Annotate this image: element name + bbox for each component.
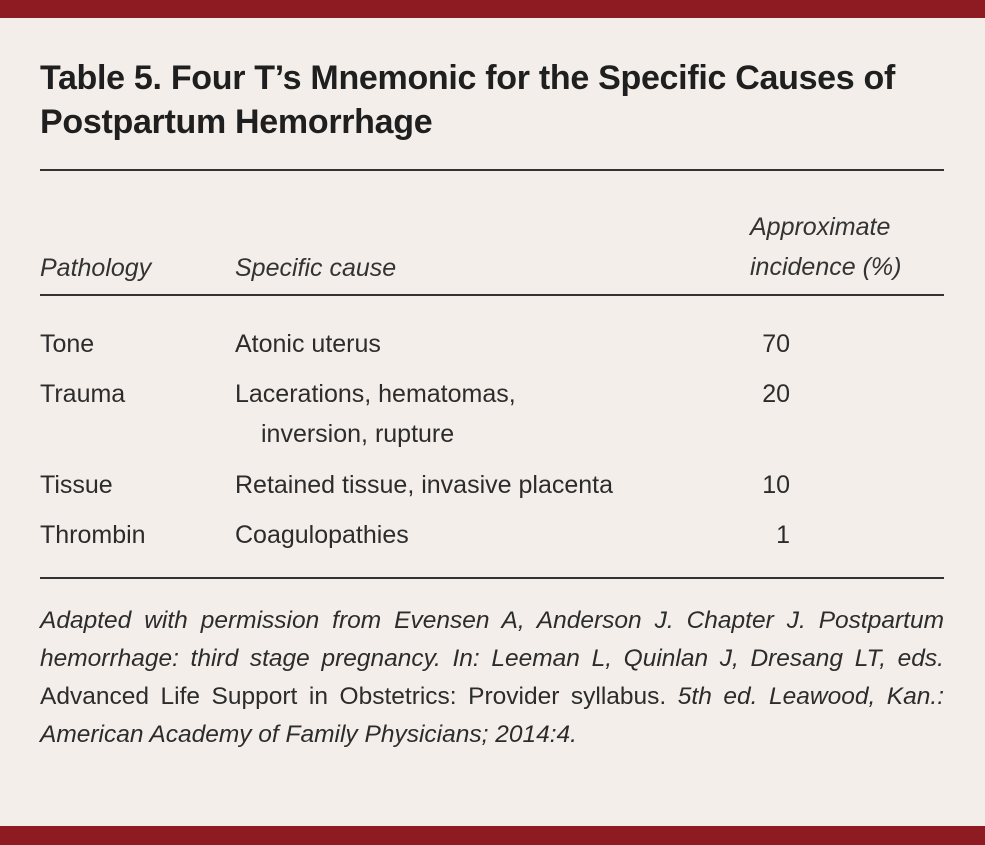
title-divider	[40, 169, 944, 171]
footnote-book-title: Advanced Life Support in Obstetrics: Provider syllabus.	[40, 683, 667, 710]
header-specific-cause: Specific cause	[235, 254, 397, 282]
table-bottom-divider	[40, 577, 944, 579]
cell-cause-continuation: inversion, rupture	[261, 420, 455, 448]
bottom-accent-bar	[0, 826, 985, 845]
cell-pathology: Tone	[40, 330, 95, 358]
cell-incidence: 70	[762, 330, 790, 358]
cell-cause-text: Retained tissue, invasive placenta	[235, 471, 614, 499]
header-incidence-line2: incidence (%)	[750, 253, 902, 281]
header-incidence	[750, 207, 950, 287]
cell-pathology: Trauma	[40, 380, 126, 408]
footnote-citation-part3: 5th ed. Leawood, Kan.: American Academy of Family Physicians; 2014:4.	[40, 683, 944, 748]
cell-incidence: 1	[776, 521, 790, 549]
footnote-citation-part1: Adapted with permission from Evensen A, Anderson J. Chapter J. Postpartum hemorrhage: third stage pregnancy. In: Leeman L, Quinlan J, Dresang LT, eds.	[40, 607, 944, 672]
cell-cause	[235, 324, 715, 364]
cell-pathology: Thrombin	[40, 521, 146, 549]
cell-cause	[235, 374, 715, 454]
header-incidence-line1: Approximate	[750, 213, 891, 241]
cell-cause-text: Coagulopathies	[235, 521, 409, 549]
cell-pathology: Tissue	[40, 471, 113, 499]
cell-cause	[235, 515, 715, 555]
source-footnote	[40, 602, 944, 754]
cell-cause-text: Atonic uterus	[235, 330, 381, 358]
header-divider	[40, 294, 944, 296]
top-accent-bar	[0, 0, 985, 18]
header-pathology: Pathology	[40, 254, 152, 282]
cell-incidence: 10	[762, 471, 790, 499]
cell-incidence: 20	[762, 380, 790, 408]
table-title: Table 5. Four T’s Mnemonic for the Specific Causes of Postpartum Hemorrhage	[40, 59, 896, 141]
cell-cause	[235, 465, 715, 505]
cell-cause-text: Lacerations, hematomas,	[235, 380, 516, 408]
